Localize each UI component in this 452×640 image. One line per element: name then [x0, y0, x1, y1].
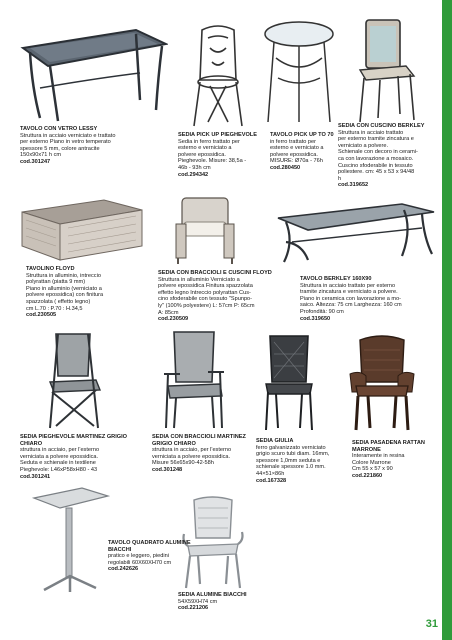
alumine-square-table-image [30, 486, 110, 594]
green-sidebar-stripe [442, 0, 452, 640]
product-code: cod.230509 [158, 316, 189, 323]
product-pasadena-chair [352, 440, 440, 480]
product-code: cod.230505 [26, 312, 57, 319]
product-title: SEDIA CON BRACCIOLI MARTINEZ GRIGIO CHIARO [152, 434, 246, 447]
martinez-armchair-image [160, 328, 228, 432]
floyd-armchair-image [170, 194, 240, 266]
pick-up-round-table-image [262, 18, 337, 126]
product-giulia-chair [256, 438, 356, 484]
berkley-dining-table-image [272, 202, 438, 264]
product-code: cod.301241 [20, 473, 51, 480]
product-code: cod.221206 [178, 605, 209, 612]
product-alumine-chair [178, 592, 278, 612]
product-title: TAVOLO CON VETRO LESSY [20, 126, 98, 132]
product-description: ferro galvanizzato verniciato grigio scuro tubi diam. 16mm, spessore 1,0mm seduta e schienale spessore 1.0 mm. 44×51×86h [256, 444, 330, 477]
product-title: SEDIA CON CUSCINO BERKLEY [338, 123, 425, 129]
product-martinez-folding-chair [20, 434, 150, 480]
product-code: cod.280450 [270, 164, 301, 171]
product-floyd-coffee-table [26, 266, 156, 319]
product-code: cod.294342 [178, 171, 209, 178]
product-title: TAVOLO BERKLEY 160X90 [300, 276, 372, 282]
product-code: cod.301247 [20, 158, 51, 165]
product-title: SEDIA ALUMINE BIACCHI [178, 592, 247, 598]
product-description: Interamente in resina Colore Marrone Cm 55 x 57 x 90 [352, 453, 405, 473]
product-description: pratico e leggero, piedini regolabili 60X60XH70 cm [108, 553, 172, 566]
pasadena-rattan-chair-image [346, 334, 418, 432]
product-code: cod.319650 [300, 315, 331, 322]
product-description: Struttura in acciaio trattato per esterno tramite zincatura e verniciato a polvere. Piano in ceramica con lavorazione a mo- saico. Altezza: 75 cm Larghezza: 160 cm Profondità: 90 cm [300, 282, 402, 315]
product-description: Struttura in acciaio verniciato e trattato per esterno Piano in vetro temperato spessore 5 mm, colore antracite 150x90x71 h cm [20, 132, 116, 159]
product-description: Struttura in alluminio, intreccio polyrattan (piatta 9 mm) Piano in alluminio (verniciato a polvere epossidica) con finitura spazzolata ( effetto legno) cm L.70 : P.70 : H.34,5 [26, 272, 104, 312]
product-description: Struttura in alluminio Verniciato a polvere epossidica Finitura spazzolata effetto legno Intreccio polyrattan Cus- cino sfoderabile con tessuto "Spunpo- ly" (100% polyestere) L: 57cm P: 65cm A: 85cm [158, 276, 255, 316]
product-alumine-table [108, 540, 208, 573]
product-description: in ferro trattato per esterno e verniciato a polvere epossidica. MISURE: Ø70a - 76h [270, 138, 324, 165]
product-code: cod.242626 [108, 566, 139, 573]
product-title: TAVOLO PICK UP TO 70 [270, 132, 334, 138]
berkley-cushion-chair-image [352, 14, 420, 126]
product-berkley-chair [338, 123, 438, 189]
product-title: TAVOLO QUADRATO ALUMINE BIACCHI [108, 540, 191, 553]
product-martinez-armchair [152, 434, 262, 474]
product-title: SEDIA PASADENA RATTAN MARRONE [352, 440, 425, 453]
giulia-chair-image [258, 332, 320, 432]
product-description: Struttura in acciaio trattato per esterno tramite zincatura e verniciato a polvere. Schienale con decoro in cerami- ca con lavorazione a mosaico. Cuscino sfoderabile in tessuto poliestere. cm: 45 x 53 x 94/48 h [338, 129, 418, 182]
product-title: SEDIA GIULIA [256, 438, 294, 444]
product-code: cod.319652 [338, 182, 369, 189]
page-number: 31 [425, 618, 438, 630]
pick-up-folding-chair-image [190, 22, 245, 130]
martinez-folding-chair-image [40, 330, 110, 430]
product-description: struttura in acciaio, per l'esterno verniciata a polvere epossidica. Seduta e schienale in textilene Pieghevole: L46xP58xH80 - 43 [20, 447, 100, 473]
product-description: struttura in acciaio, per l'esterno verniciata a polvere epossidica. Misure 56x65x90-42-58h [152, 447, 232, 467]
floyd-coffee-table-image [18, 196, 146, 264]
product-pick-up-chair [178, 132, 268, 178]
product-floyd-armchair [158, 270, 298, 323]
product-code: cod.221860 [352, 472, 383, 479]
product-description: Sedia in ferro trattato per esterno e verniciato a polvere epossidica. Pieghevole. Misure: 38,5a - 46b - 93h cm [178, 138, 247, 171]
product-code: cod.301248 [152, 466, 183, 473]
product-title: SEDIA PIEGHEVOLE MARTINEZ GRIGIO CHIARO [20, 434, 128, 447]
product-title: SEDIA PICK UP PIEGHEVOLE [178, 132, 257, 138]
product-berkley-table [300, 276, 440, 322]
product-title: SEDIA CON BRACCIOLI E CUSCINI FLOYD [158, 270, 272, 276]
product-lessy-table [20, 126, 160, 166]
product-title: TAVOLINO FLOYD [26, 266, 75, 272]
lessy-glass-table-image [18, 18, 168, 123]
product-code: cod.167328 [256, 477, 287, 484]
product-description: 54X59XH74 cm [178, 598, 218, 605]
product-pick-up-table [270, 132, 340, 172]
